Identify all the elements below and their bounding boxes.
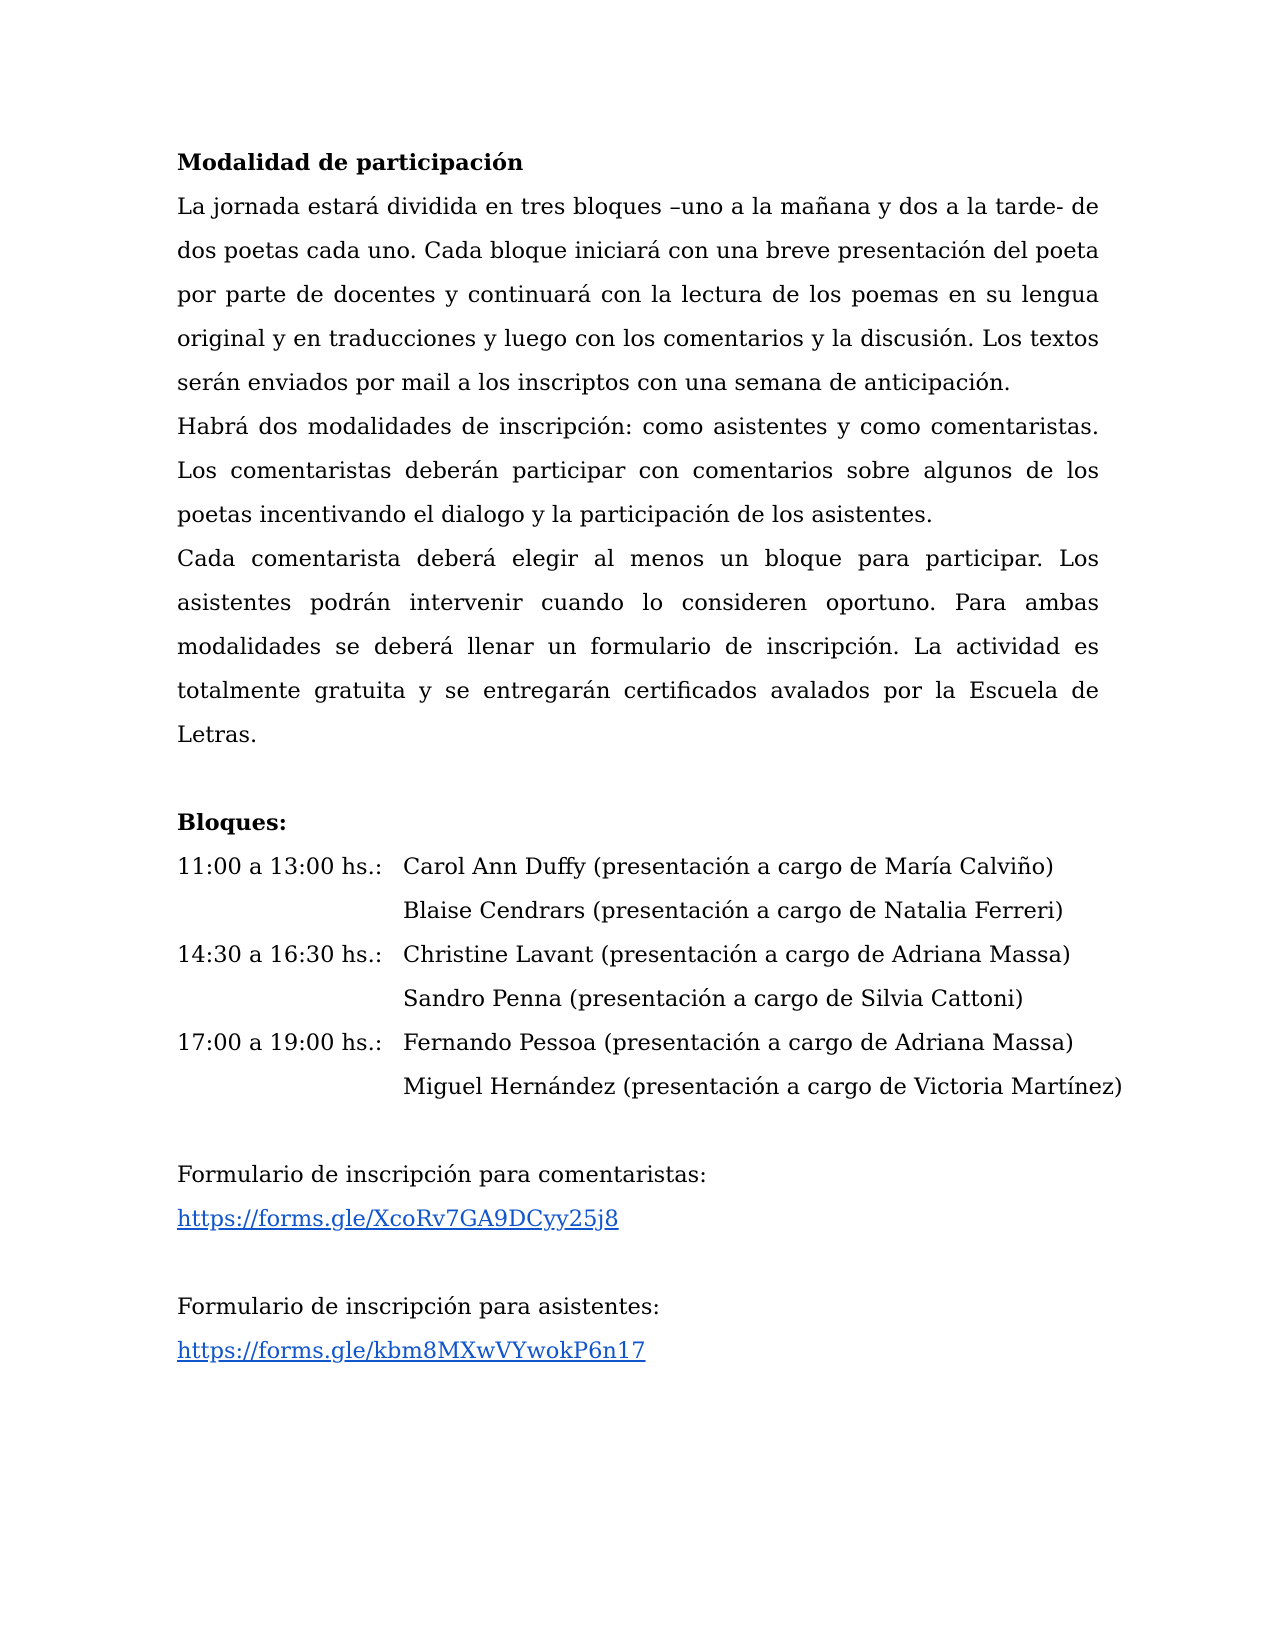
bloque-row: [177, 889, 1099, 933]
bloque-time: [177, 889, 403, 933]
section-heading-bloques: Bloques:: [177, 810, 287, 836]
bloque-time: 14:30 a 16:30 hs.:: [177, 942, 383, 968]
form-link-row: [177, 1329, 1099, 1373]
bloque-poet: Fernando Pessoa (presentación a cargo de Adriana Massa): [403, 1030, 1074, 1056]
document-page: [177, 141, 1123, 1373]
blank-line: [177, 1241, 1099, 1285]
bloques-list: [177, 845, 1123, 1109]
form-link-asistentes[interactable]: https://forms.gle/kbm8MXwVYwokP6n17: [177, 1338, 646, 1364]
bloque-time: 11:00 a 13:00 hs.:: [177, 854, 383, 880]
bloque-row: [177, 977, 1099, 1021]
bloque-time: [177, 1065, 403, 1109]
form-link-comentaristas[interactable]: https://forms.gle/XcoRv7GA9DCyy25j8: [177, 1206, 619, 1232]
paragraph-modalidades: Habrá dos modalidades de inscripción: como asistentes y como comentaristas. Los comentaristas deberán participar con comentarios sobre algunos de los poetas incentivando el dialogo y la participación de los asistentes.: [177, 414, 1099, 528]
form-label-asistentes: Formulario de inscripción para asistentes:: [177, 1294, 660, 1320]
bloque-poet: Blaise Cendrars (presentación a cargo de Natalia Ferreri): [403, 898, 1064, 924]
paragraph-comentarista: Cada comentarista deberá elegir al menos un bloque para participar. Los asistentes podrán intervenir cuando lo consideren oportuno. Para ambas modalidades se deberá llenar un formulario de inscripción. La actividad es totalmente gratuita y se entregarán certificados avalados por la Escuela de Letras.: [177, 546, 1099, 748]
bloque-time: 17:00 a 19:00 hs.:: [177, 1030, 383, 1056]
bloque-row: [177, 933, 1099, 977]
bloque-time: [177, 977, 403, 1021]
section-heading-modalidad: Modalidad de participación: [177, 150, 524, 176]
blank-line: [177, 1109, 1099, 1153]
bloque-poet: Carol Ann Duffy (presentación a cargo de María Calviño): [403, 854, 1054, 880]
bloque-poet: Christine Lavant (presentación a cargo de Adriana Massa): [403, 942, 1071, 968]
bloque-poet: Miguel Hernández (presentación a cargo de Victoria Martínez): [403, 1074, 1123, 1100]
paragraph-jornada: La jornada estará dividida en tres bloques –uno a la mañana y dos a la tarde- de dos poetas cada uno. Cada bloque iniciará con una breve presentación del poeta por parte de docentes y continuará con la lectura de los poemas en su lengua original y en traducciones y luego con los comentarios y la discusión. Los textos serán enviados por mail a los inscriptos con una semana de anticipación.: [177, 194, 1099, 396]
blank-line: [177, 757, 1099, 801]
form-link-row: [177, 1197, 1099, 1241]
bloque-poet: Sandro Penna (presentación a cargo de Silvia Cattoni): [403, 986, 1024, 1012]
bloque-row: [177, 845, 1099, 889]
form-label-comentaristas: Formulario de inscripción para comentaristas:: [177, 1162, 707, 1188]
bloque-row: [177, 1065, 1123, 1109]
bloque-row: [177, 1021, 1099, 1065]
